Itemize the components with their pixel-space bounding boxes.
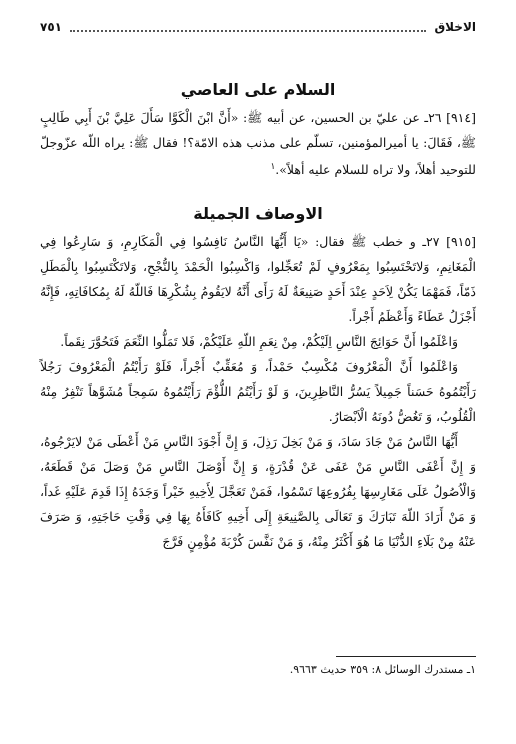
footnote: ١ـ مستدرك الوسائل ٨: ٣٥٩ حديث ٩٦٦٣. (289, 663, 476, 676)
paragraph-text: [٩١٤] ٢٦ـ عن عليّ بن الحسين، عن أبيه ﷺ: «أَنَّ ابْنَ الْكَوَّا سَأَلَ عَلِيَّ بْنَ أَبِي طَالِبٍ ﷺ، فَقَالَ: يا أميرالمؤمنين، تسلّم على مذنب هذه الامّة؟! فقال ﷺ: يراه اللّه عزّوجلّ للتوحيد أهلاً، ولا تراه للسلام عليه أهلاً». (40, 110, 477, 178)
hadith-paragraph: [٩١٥] ٢٧ـ و خطب ﷺ فقال: «يَا أَيُّهَا النَّاسُ نَافِسُوا فِي الْمَكَارِمِ، وَ سَارِعُوا فِي الْمَغَانِمِ، وَلاتَحْتَسِبُوا بِمَعْرُوفٍ لَمْ تُعَجِّلوا، وَاكْسِبُوا الْحَمْدَ بِالنُّجْحِ، وَلاتَكْتَسِبُوا بِالْمَطَلِ ذَمّاً، فَمَهْمَا يَكُنْ لِاَحَدٍ عِنْدَ أَحَدٍ صَنِيعَةٌ لَهُ رَأَى أَنَّهُ لايَقُومُ بِشُكْرِهَا فَاللّهُ لَهُ بِمُكافَاتِهِ، فَإِنَّهُ أَجْزَلُ عَطَاءً وَأَعْظَمُ أَجْراً. (40, 234, 476, 325)
header-leader-dots (70, 22, 426, 32)
chapter-title: الاخلاق (434, 20, 476, 34)
hadith-paragraph (40, 105, 476, 182)
section-title: السلام على العاصي (180, 80, 336, 99)
hadith-paragraph: وَاعْلَمُوا أَنَّ الْمَعْرُوفَ مُكْسِبٌ حَمْداً، وَ مُعَقِّبٌ أَجْراً، فَلَوْ رَأَيْتُمُ الْمَعْرُوفَ رَجُلاً رَأَيْتُمُوهُ حَسَناً جَمِيلاً يَسُرُّ النَّاظِرِينَ، وَ لَوْ رَأَيْتُمُ اللُّؤْمَ رَأَيْتُمُوهُ سَمِجاً مُشَوَّهاً تَنْفِرُ مِنْهُ الْقُلُوبُ، وَ تَغُضُّ دُونَهُ الْاَبْصَارُ. (40, 359, 476, 425)
page-number: ٧٥١ (40, 20, 62, 34)
footnote-divider (336, 656, 476, 657)
page-body (40, 44, 476, 554)
hadith-paragraph: أَيُّهَا النَّاسُ مَنْ جَادَ سَادَ، وَ مَنْ بَخِلَ رَذِلَ، وَ إِنَّ أَجْوَدَ النَّاسِ مَنْ أَعْطَى مَنْ لايَرْجُوهُ، وَ إِنَّ أَعْفَى النَّاسِ مَنْ عَفَى عَنْ قُدْرَةٍ، وَ إِنَّ أَوْصَلَ النَّاسِ مَنْ وَصَلَ مَنْ قَطَعَهُ، وَالْاُصُولُ عَلَى مَغَارِسِهَا بِفُرُوعِهَا تَسْمُوا، فَمَنْ تَعَجَّلَ لِأَخِيهِ خَيْراً وَجَدَهُ إِذَا قَدِمَ عَلَيْهِ غَداً، وَ مَنْ أَرَادَ اللّهَ تَبَارَكَ وَ تَعَالَى بِالصَّنِيعَةِ إِلَى أَخِيهِ كَافَأَهُ بِهَا فِي وَقْتِ حَاجَتِهِ، وَ صَرَفَ عَنْهُ مِنْ بَلَاءِ الدُّنْيَا مَا هُوَ أَكْثَرُ مِنْهُ، وَ مَنْ نَفَّسَ كُرْبَةَ مُؤْمِنٍ فَرَّجَ (40, 434, 476, 550)
hadith-paragraph: وَاعْلَمُوا أَنَّ حَوَائِجَ النَّاسِ اِلَيْكُمْ، مِنْ نِعَمِ اللّهِ عَلَيْكُمْ، فَلا تَمَلُّوا النِّعَمَ فَتَحُوَّرَ نِقَماً. (60, 334, 458, 350)
running-header (40, 16, 476, 38)
footnote-marker: ١ (270, 162, 276, 172)
section-title: الاوصاف الجميلة (193, 204, 323, 224)
